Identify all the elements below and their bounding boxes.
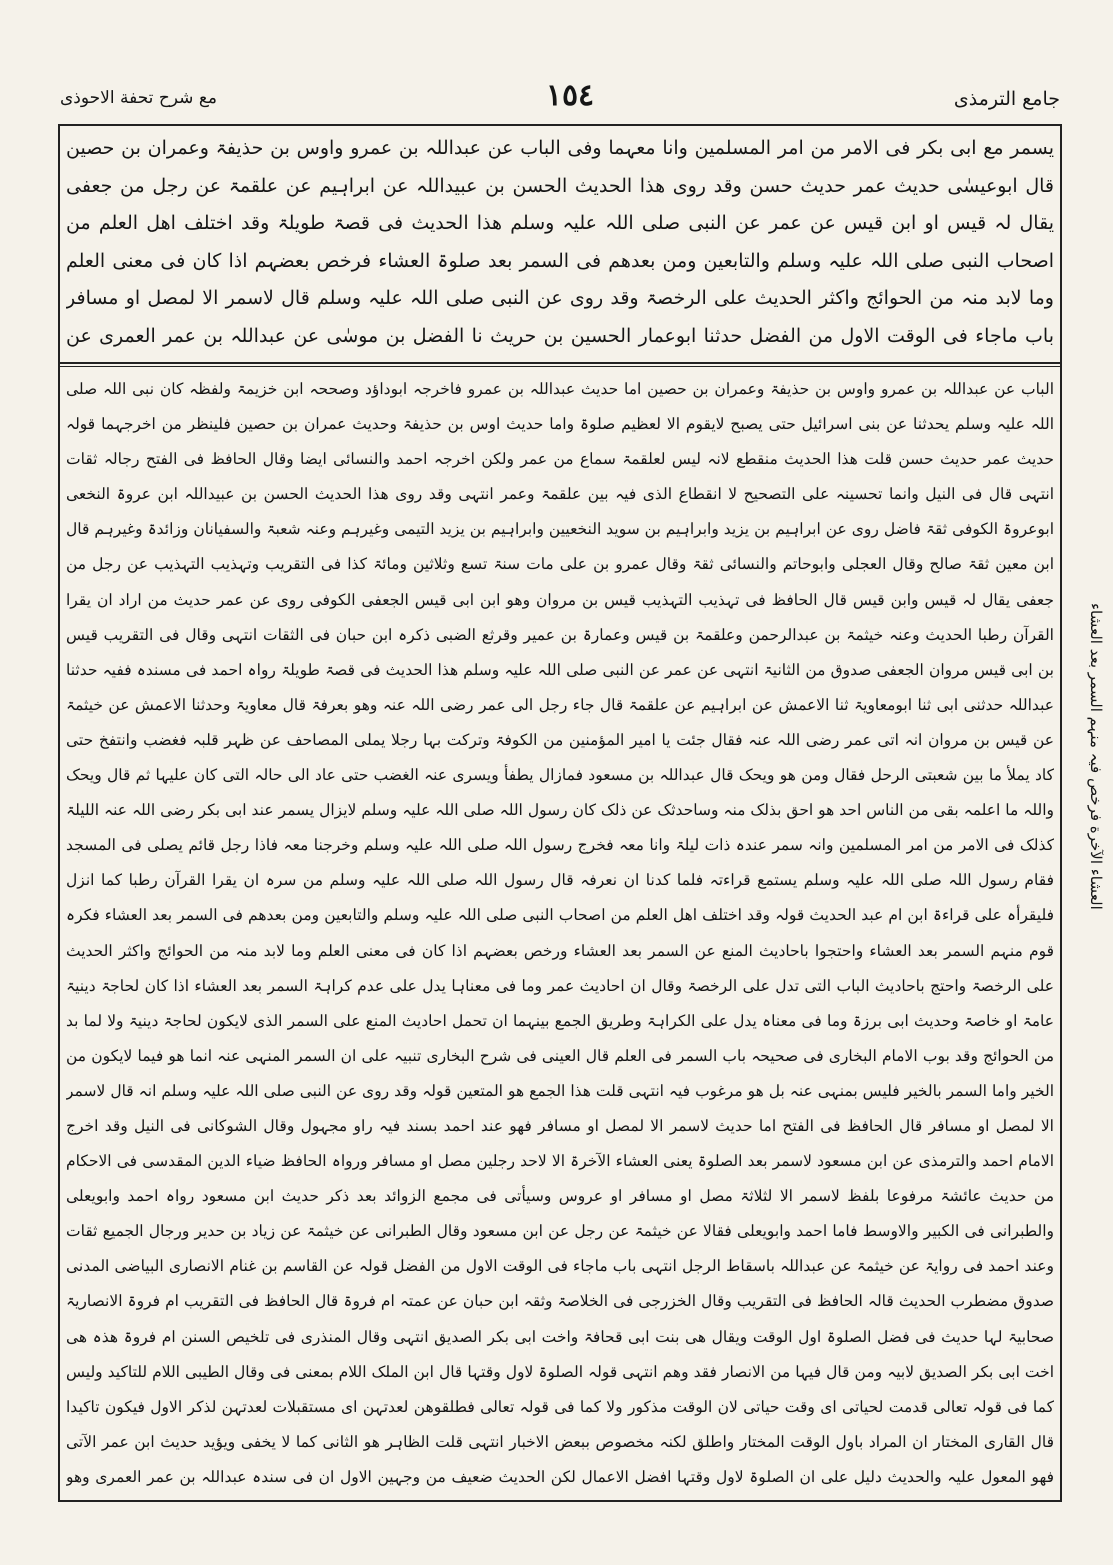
main-hadith-text: یسمر مع ابی بکر فی الامر من امر المسلمین وانا معہما وفی الباب عن عبداللہ بن عمرو واوس بن حذیفۃ وعمران بن حصین قال ابوعیسٰی حدیث عمر حدیث حسن وقد روی ھذا الحدیث الحسن بن عبیداللہ عن ابراہیم عن علقمۃ عن رجل من جعفی یقال لہ قیس او ابن قیس عن عمر عن النبی صلی اللہ علیہ وسلم ھذا الحدیث فی قصۃ طویلۃ وقد اختلف اھل العلم من اصحاب النبی صلی اللہ علیہ وسلم والتابعین ومن بعدھم فی السمر بعد صلوۃ العشاء فرخص بعضہم اذا کان فی معنی العلم وما لابد منہ من الحوائج واکثر الحدیث علی الرخصۃ وقد روی عن النبی صلی اللہ علیہ وسلم قال لاسمر الا لمصل او مسافر باب ماجاء فی الوقت الاول من الفضل حدثنا ابوعمار الحسین بن حریث نا الفضل بن موسٰی عن عبداللہ بن عمر العمری عن [66,137,1054,347]
page-header [60,78,1060,126]
section-divider-inner [60,366,1060,367]
commentary-paragraph: باب ماجاء فی الوقت الاول من الفضل قولہ عن القاسم بن غنام الانصاری البیاضی المدنی صدوق مضطرب الحدیث قالہ الحافظ فی التقریب وقال الخزرجی فی الخلاصۃ وثقہ ابن حبان عن عمتہ ام فروۃ قال الحافظ فی التقریب ام فروۃ الانصاریۃ صحابیۃ لہا حدیث فی فضل الصلوۃ اول الوقت ویقال ھی بنت ابی قحافۃ واخت ابی بکر الصدیق انتہی وقال المنذری فی تلخیص السنن ام فروۃ ھذہ ھی اخت ابی بکر الصدیق لابیہ ومن قال فیہا من الانصار فقد وھم انتہی [66,1257,1054,1381]
commentary-text [66,372,1054,1496]
commentary-paragraph: قولہ الصلوۃ لاول وقتہا قال ابن الملک اللام بمعنی فی وقال الطیبی اللام للتاکید ولیس کما فی قولہ تعالی قدمت لحیاتی ای وقت حیاتی لان الوقت مذکور ولا کما فی قولہ تعالی فطلقوھن لعدتہن ای مستقبلات لعدتہن لذکر الاول فیکون تاکیدا قال القاری المختار ان المراد باول الوقت المختار واطلق لکنہ مخصوص ببعض الاخبار انتہی قلت الظاہر ھو الثانی کما لا یخفی ویؤید حدیث ابن عمر الآتی فھو المعول علیہ والحدیث دلیل علی ان الصلوۃ لاول وقتہا افضل الاعمال لکن الحدیث ضعیف من وجہین الاول ان فی سندہ عبداللہ بن عمر العمری وھو [66,1362,1054,1486]
commentary-paragraph: الباب عن عبداللہ بن عمرو واوس بن حذیفۃ وعمران بن حصین اما حدیث عبداللہ بن عمرو فاخرجہ ابوداؤد وصححہ ابن خزیمۃ ولفظہ کان نبی اللہ صلی اللہ علیہ وسلم یحدثنا عن بنی اسرائیل حتی یصبح لایقوم الا لعظیم صلوۃ واما حدیث اوس بن حذیفۃ وحدیث عمران بن حصین فلینظر من اخرجہما قولہ حدیث عمر حدیث حسن قلت ھذا الحدیث منقطع لانہ لیس لعلقمۃ سماع من عمر ولکن اخرجہ احمد والنسائی ایضا وقال الحافظ فی الفتح رجالہ ثقات انتہی قال فی النیل وانما تحسینہ علی التصحیح لا انقطاع الذی فیہ بین علقمۃ وعمر انتہی وقد روی ھذا الحدیث الحسن بن عبیداللہ ابن عروۃ النخعی ابوعروۃ الکوفی ثقۃ فاضل روی عن ابراہیم بن یزید وابراہیم بن سوید النخعیین وابراہیم بن یزید التیمی وغیرہم وعنہ شعبۃ والسفیانان وزائدۃ وغیرہم قال ابن معین ثقۃ صالح وقال العجلی وابوحاتم والنسائی ثقۃ وقال عمرو بن علی مات سنۃ تسع وثلاثین ومائۃ کذا فی التقریب وتہذیب التہذیب عن رجل من جعفی یقال لہ قیس وابن قیس قال الحافظ فی تہذیب التہذیب قیس بن مروان وھو ابن ابی قیس الجعفی الکوفی روی عن عمر حدیث من اراد ان یقرا القرآن رطبا الحدیث وعنہ خیثمۃ بن عبدالرحمن وعلقمۃ بن قیس وعمارۃ بن عمیر وقرثع الضبی ذکرہ ابن حبان فی الثقات انتہی وقال فی التقریب قیس بن ابی قیس مروان الجعفی صدوق من الثانیۃ انتہی عن عمر عن النبی صلی اللہ علیہ وسلم ھذا الحدیث فی قصۃ طویلۃ رواہ احمد فی مسندہ ففیہ حدثنا عبداللہ حدثنی ابی ثنا ابومعاویۃ ثنا الاعمش عن ابراہیم عن علقمۃ قال جاء رجل الی عمر رضی اللہ عنہ وھو بعرفۃ قال معاویۃ وحدثنا الاعمش عن خیثمۃ عن قیس بن مروان انہ اتی عمر رضی اللہ عنہ فقال جئت یا امیر المؤمنین من الکوفۃ وترکت بہا رجلا یملی المصاحف عن ظہر قلبہ فغضب وانتفخ حتی کاد یملأ ما بین شعبتی الرحل فقال ومن ھو ویحک قال عبداللہ بن مسعود فمازال یطفأ ویسری عنہ الغضب حتی عاد الی حالہ التی کان علیہا ثم قال ویحک واللہ ما اعلمہ بقی من الناس احد ھو احق بذلک منہ وساحدثک عن ذلک کان رسول اللہ صلی اللہ علیہ وسلم لایزال یسمر عند ابی بکر رضی اللہ عنہ اللیلۃ کذلک فی الامر من امر المسلمین وانہ سمر عندہ ذات لیلۃ وانا معہ فخرج رسول اللہ صلی اللہ علیہ وسلم وخرجنا معہ فاذا رجل قائم یصلی فی المسجد فقام رسول اللہ صلی اللہ علیہ وسلم یستمع قراءتہ فلما کدنا ان نعرفہ قال رسول اللہ صلی اللہ علیہ وسلم من سرہ ان یقرا القرآن رطبا کما انزل فلیقرأہ علی قراءۃ ابن ام عبد الحدیث [66,380,1054,925]
margin-note: العشاء الآخرة فرخص فیہ منہم السمر بعد العشاء [1087,603,1105,910]
commentary-title: مع شرح تحفة الاحوذی [60,88,217,108]
commentary-paragraph: قولہ وقد روی عن النبی صلی اللہ علیہ وسلم انہ قال لاسمر الا لمصل او مسافر قال الحافظ فی الفتح اما حدیث لاسمر الا لمصل او مسافر فھو عند احمد بسند فیہ راو مجہول وقال الشوکانی فی النیل وقد اخرج الامام احمد والترمذی عن ابن مسعود لاسمر بعد الصلوۃ یعنی العشاء الآخرۃ الا لاحد رجلین مصل او مسافر ورواہ الحافظ ضیاء الدین المقدسی فی الاحکام من حدیث عائشۃ مرفوعا بلفظ لاسمر الا لثلاثۃ مصل او مسافر او عروس وسیأتی فی مجمع الزوائد بعد ذکر حدیث ابن مسعود رواہ احمد وابویعلی والطبرانی فی الکبیر والاوسط فاما احمد وابویعلی فقالا عن خیثمۃ عن رجل عن ابن مسعود وقال الطبرانی عن خیثمۃ عن زیاد بن حدیر ورجال الجمیع ثقات وعند احمد فی روایۃ عن خیثمۃ عن عبداللہ باسقاط الرجل انتہی [66,1081,1054,1276]
text-frame [58,124,1062,1502]
page-number: ١٥٤ [545,78,595,113]
commentary-paragraph: قولہ وقد اختلف اھل العلم من اصحاب النبی صلی اللہ علیہ وسلم والتابعین ومن بعدھم فی السمر بعد العشاء فکرہ قوم منہم السمر بعد العشاء واحتجوا باحادیث المنع عن السمر بعد العشاء ورخص بعضہم اذا کان فی معنی العلم وما لابد منہ من الحوائج واکثر الحدیث علی الرخصۃ واحتج باحادیث الباب التی تدل علی الرخصۃ وقال ان احادیث عمر وما فی معناہا یدل علی عدم کراہۃ السمر بعد العشاء اذا کان لحاجۃ دینیۃ عامۃ او خاصۃ وحدیث ابی برزۃ وما فی معناہ یدل علی الکراہۃ وطریق الجمع بینہما ان تحمل احادیث المنع علی السمر الذی لایکون لحاجۃ دینیۃ ولا لما بد من الحوائج وقد بوب الامام البخاری فی صحیحہ باب السمر فی العلم قال العینی فی شرح البخاری تنبیہ علی ان السمر المنہی عنہ انما ھو فیما لایکون من الخیر واما السمر بالخیر فلیس بمنہی عنہ بل ھو مرغوب فیہ انتہی قلت ھذا الجمع ھو المتعین [66,906,1054,1100]
book-title: جامع الترمذی [953,88,1060,110]
section-divider [60,362,1060,364]
